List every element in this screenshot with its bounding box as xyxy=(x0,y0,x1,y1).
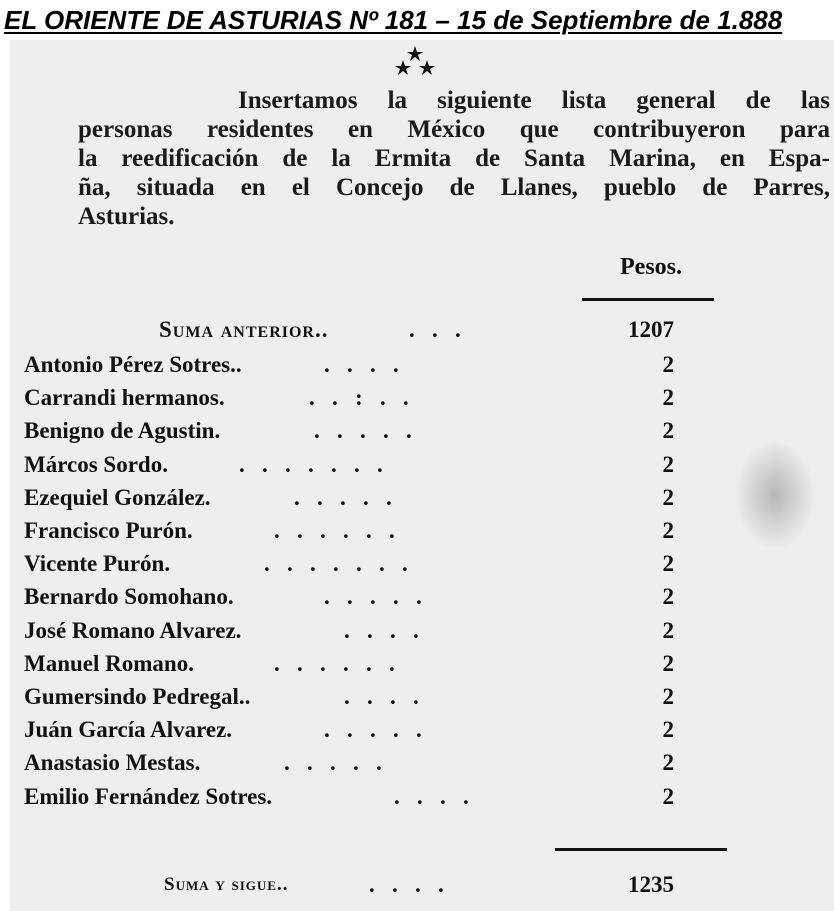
contribution-amount: 2 xyxy=(662,518,674,543)
contribution-amount: 2 xyxy=(662,684,674,709)
contributor-name: Francisco Purón. xyxy=(24,518,193,543)
suma-y-sigue-row xyxy=(24,870,724,900)
leader-dots: . . . xyxy=(409,317,461,342)
intro-line: personas residentes en México que contribuyeron para xyxy=(78,116,830,143)
intro-line: ña, situada en el Concejo de Llanes, pueblo de Parres, xyxy=(78,174,830,201)
contributor-name: Bernardo Somohano. xyxy=(24,584,234,610)
contributor-name: Vicente Purón. xyxy=(24,551,171,577)
leader-dots: . . . . . xyxy=(324,584,422,610)
contributor-row xyxy=(24,682,724,712)
contributor-name: Antonio Pérez Sotres.. xyxy=(24,352,242,377)
contributor-name: Anastasio Mestas. xyxy=(24,750,201,776)
leader-dots: . . . . . xyxy=(294,484,392,510)
suma-anterior-label: Suma anterior.. xyxy=(159,317,329,342)
header-rule xyxy=(582,298,714,301)
asterism-ornament xyxy=(390,44,440,76)
total-rule xyxy=(555,848,727,851)
leader-dots: . . . . xyxy=(369,872,444,897)
leader-dots: . . . . . xyxy=(324,717,422,743)
pesos-column-header: Pesos. xyxy=(620,254,682,280)
leader-dots: . . . . xyxy=(394,783,469,809)
contributor-name: Emilio Fernández Sotres. xyxy=(24,783,273,809)
contribution-amount: 2 xyxy=(662,584,674,610)
contributor-row xyxy=(24,416,724,446)
leader-dots: . . . . . . xyxy=(274,518,395,543)
leader-dots: . . . . . xyxy=(314,418,412,444)
contributor-row xyxy=(24,649,724,679)
suma-y-sigue-label: Suma y sigue.. xyxy=(164,874,289,895)
intro-paragraph xyxy=(78,86,830,231)
newspaper-header-title: EL ORIENTE DE ASTURIAS Nº 181 – 15 de Septiembre de 1.888 xyxy=(0,0,834,40)
contributor-row xyxy=(24,748,724,778)
suma-y-sigue-amount: 1235 xyxy=(628,872,674,897)
newspaper-clipping xyxy=(10,40,834,911)
contributor-row xyxy=(24,549,724,579)
contribution-amount: 2 xyxy=(662,717,674,743)
suma-anterior-amount: 1207 xyxy=(628,317,674,342)
contributor-row xyxy=(24,616,724,646)
contributor-row xyxy=(24,450,724,480)
contributor-row xyxy=(24,516,724,546)
contributor-name: Manuel Romano. xyxy=(24,650,194,676)
leader-dots: . . . . xyxy=(344,684,419,709)
leader-dots: . . . . xyxy=(324,352,399,377)
suma-anterior-row xyxy=(24,315,724,345)
contribution-amount: 2 xyxy=(662,385,674,411)
intro-line: Insertamos la siguiente lista general de las xyxy=(238,87,830,114)
contribution-amount: 2 xyxy=(662,617,674,643)
contribution-amount: 2 xyxy=(662,352,674,377)
leader-dots: . . . . . xyxy=(284,750,382,776)
contributor-name: Márcos Sordo. xyxy=(24,451,168,477)
contributor-name: Ezequiel González. xyxy=(24,484,211,510)
leader-dots: . . . . . . xyxy=(274,650,395,676)
contribution-amount: 2 xyxy=(662,418,674,444)
intro-line: Asturias. xyxy=(78,203,175,230)
leader-dots: . . . . . . . xyxy=(239,451,383,477)
contribution-amount: 2 xyxy=(662,484,674,510)
contributor-row xyxy=(24,715,724,745)
leader-dots: . . : . . xyxy=(309,385,409,411)
contributor-row xyxy=(24,782,724,812)
contributor-row xyxy=(24,350,724,380)
contributor-row xyxy=(24,582,724,612)
leader-dots: . . . . xyxy=(344,617,419,643)
contributor-row xyxy=(24,383,724,413)
contribution-amount: 2 xyxy=(662,750,674,776)
contribution-amount: 2 xyxy=(662,783,674,809)
contributor-name: José Romano Alvarez. xyxy=(24,617,242,643)
contributor-name: Carrandi hermanos. xyxy=(24,385,225,411)
contribution-amount: 2 xyxy=(662,650,674,676)
leader-dots: . . . . . . . xyxy=(264,551,408,577)
contributor-name: Benigno de Agustin. xyxy=(24,418,221,444)
contributor-row xyxy=(24,483,724,513)
intro-line: la reedificación de la Ermita de Santa Marina, en Espa- xyxy=(78,145,830,172)
contribution-amount: 2 xyxy=(662,551,674,577)
contributor-name: Gumersindo Pedregal.. xyxy=(24,684,251,709)
contributor-name: Juán García Alvarez. xyxy=(24,717,233,743)
contribution-amount: 2 xyxy=(662,451,674,477)
